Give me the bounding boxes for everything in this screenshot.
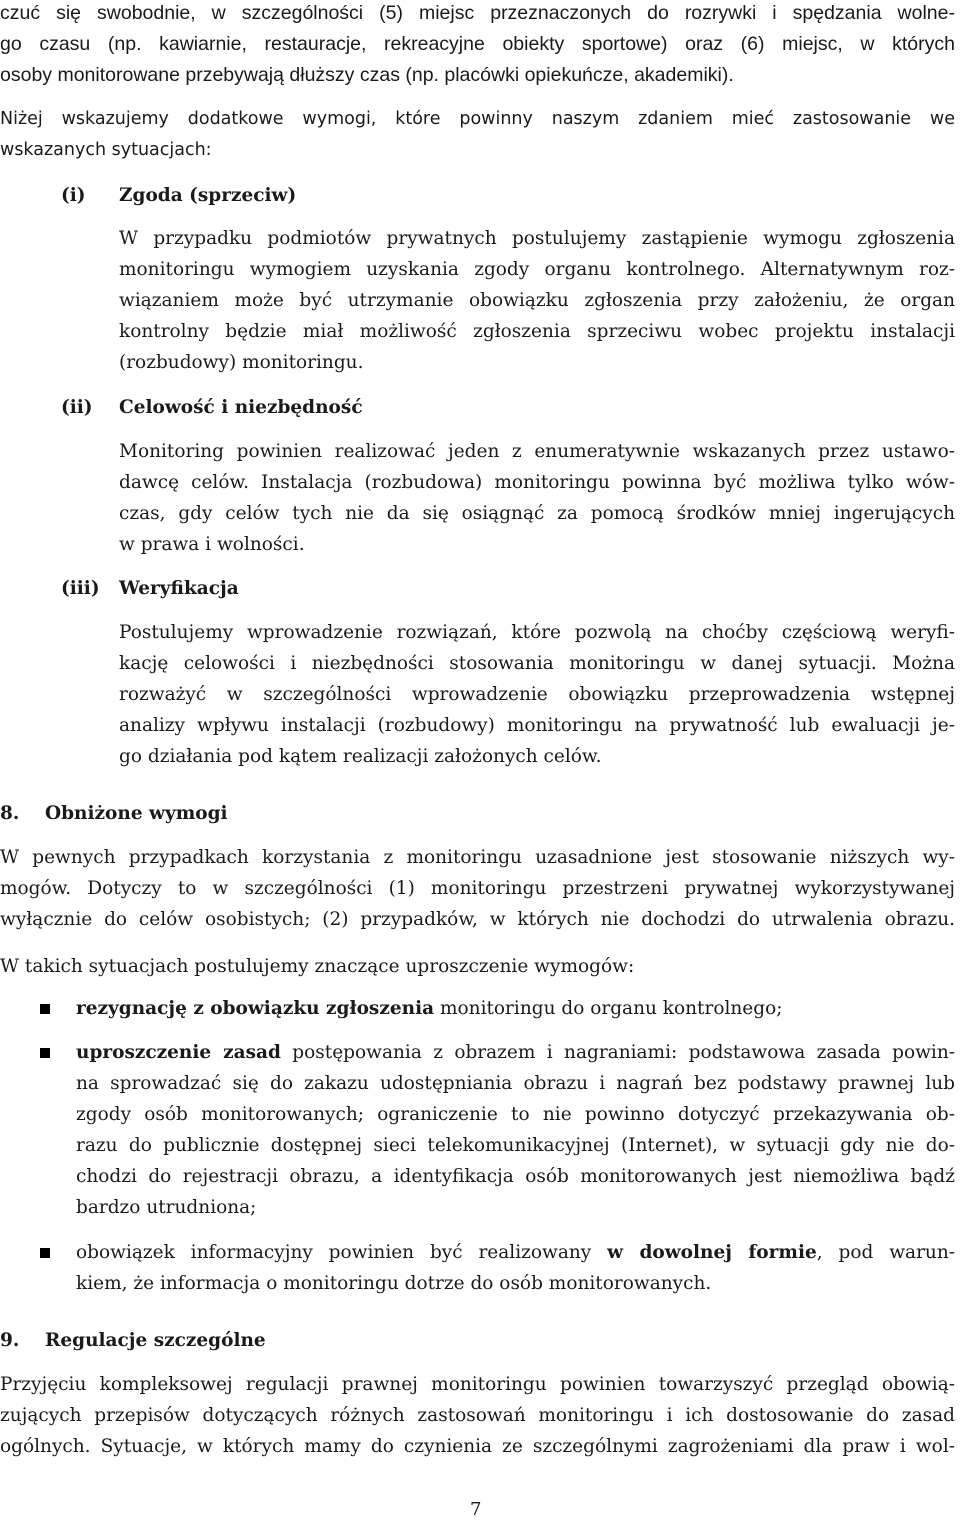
bullet-bold-text: uproszczenie zasad <box>76 1042 281 1063</box>
bullet-text: obowiązek informacyjny powinien być realizowany <box>76 1242 608 1263</box>
requirement-line: Postulujemy wprowadzenie rozwiązań, które pozwolą na choćby częściową weryfi- <box>119 622 955 643</box>
bullet-line: bardzo utrudniona; <box>76 1197 257 1218</box>
bullet-line: na sprowadzać się do zakazu udostępniania obrazu i nagrań bez podstawy prawnej lub <box>76 1073 955 1094</box>
section-number: 9. <box>0 1330 20 1351</box>
paragraph-line: mogów. Dotyczy to w szczególności (1) monitoringu przestrzeni prywatnej wykorzystywanej <box>0 878 955 899</box>
bullet-text: monitoringu do organu kontrolnego; <box>434 998 783 1019</box>
requirement-title: Celowość i niezbędność <box>119 397 363 418</box>
requirement-line: W przypadku podmiotów prywatnych postulujemy zastąpienie wymogu zgłoszenia <box>119 228 955 249</box>
requirement-marker: (i) <box>61 185 86 206</box>
requirement-line: w prawa i wolności. <box>119 534 305 555</box>
bullet-text: , pod warun- <box>816 1242 955 1263</box>
paragraph-line: wyłącznie do celów osobistych; (2) przypadków, w których nie dochodzi do utrwalenia obrazu. <box>0 909 955 930</box>
bullet-line: zgody osób monitorowanych; ograniczenie to nie powinno dotyczyć przekazywania ob- <box>76 1104 955 1125</box>
paragraph-line: Przyjęciu kompleksowej regulacji prawnej monitoringu powinien towarzyszyć przegląd obowią- <box>0 1374 955 1395</box>
bullet-square-icon <box>40 1004 50 1014</box>
requirement-line: wiązaniem może być utrzymanie obowiązku zgłoszenia przy założeniu, że organ <box>119 290 955 311</box>
requirement-line: Monitoring powinien realizować jeden z enumeratywnie wskazanych przez ustawo- <box>119 441 955 462</box>
bullet-line: chodzi do rejestracji obrazu, a identyfikacja osób monitorowanych jest niemożliwa bądź <box>76 1166 955 1187</box>
bullet-line: kiem, że informacja o monitoringu dotrze do osób monitorowanych. <box>76 1273 712 1294</box>
bullet-line <box>76 1240 955 1266</box>
requirement-line: kontrolny będzie miał możliwość zgłoszenia sprzeciwu wobec projektu instalacji <box>119 321 955 342</box>
bullet-bold-text: rezygnację z obowiązku zgłoszenia <box>76 998 435 1019</box>
section-number: 8. <box>0 803 20 824</box>
paragraph-line: W takich sytuacjach postulujemy znaczące uproszczenie wymogów: <box>0 956 635 977</box>
bullet-bold-text: w dowolnej formie <box>607 1242 817 1263</box>
intro-lead-line: wskazanych sytuacjach: <box>0 140 212 160</box>
requirement-line: monitoringu wymogiem uzyskania zgody organu kontrolnego. Alternatywnym roz- <box>119 259 955 280</box>
requirement-line: czas, gdy celów tych nie da się osiągnąć za pomocą środków mniej ingerujących <box>119 503 955 524</box>
requirement-line: (rozbudowy) monitoringu. <box>119 352 364 373</box>
requirement-line: rozważyć w szczególności wprowadzenie obowiązku przeprowadzenia wstępnej <box>119 684 955 705</box>
bullet-text: postępowania z obrazem i nagraniami: podstawowa zasada powin- <box>280 1042 956 1063</box>
requirement-line: go działania pod kątem realizacji założonych celów. <box>119 746 602 767</box>
bullet-square-icon <box>40 1248 50 1258</box>
bullet-line <box>76 1040 955 1066</box>
intro-line: czuć się swobodnie, w szczególności (5) miejsc przeznaczonych do rozrywki i spędzania wolne- <box>0 2 955 24</box>
section-title: Obniżone wymogi <box>45 803 228 824</box>
bullet-square-icon <box>40 1048 50 1058</box>
paragraph-line: ogólnych. Sytuacje, w których mamy do czynienia ze szczególnymi zagrożeniami dla praw i wol- <box>0 1436 955 1457</box>
requirement-line: analizy wpływu instalacji (rozbudowy) monitoringu na prywatność lub ewaluacji je- <box>119 715 955 736</box>
intro-lead-line: Niżej wskazujemy dodatkowe wymogi, które powinny naszym zdaniem mieć zastosowanie we <box>0 109 955 129</box>
requirement-line: dawcę celów. Instalacja (rozbudowa) monitoringu powinna być możliwa tylko wów- <box>119 472 955 493</box>
intro-line: osoby monitorowane przebywają dłuższy czas (np. placówki opiekuńcze, akademiki). <box>0 64 734 86</box>
page-number: 7 <box>470 1499 482 1520</box>
requirement-marker: (ii) <box>61 397 93 418</box>
requirement-title: Weryfikacja <box>119 578 239 599</box>
bullet-line: razu do publicznie dostępnej sieci telekomunikacyjnej (Internet), w sytuacji gdy nie do- <box>76 1135 955 1156</box>
bullet-line <box>76 996 782 1022</box>
requirement-line: kację celowości i niezbędności stosowania monitoringu w danej sytuacji. Można <box>119 653 955 674</box>
intro-line: go czasu (np. kawiarnie, restauracje, rekreacyjne obiekty sportowe) oraz (6) miejsc, w których <box>0 33 955 55</box>
section-title: Regulacje szczególne <box>45 1330 266 1351</box>
requirement-marker: (iii) <box>61 578 100 599</box>
requirement-title: Zgoda (sprzeciw) <box>119 185 297 206</box>
paragraph-line: W pewnych przypadkach korzystania z monitoringu uzasadnione jest stosowanie niższych wy- <box>0 847 955 868</box>
paragraph-line: zujących przepisów dotyczących różnych zastosowań monitoringu i ich dostosowanie do zasad <box>0 1405 955 1426</box>
